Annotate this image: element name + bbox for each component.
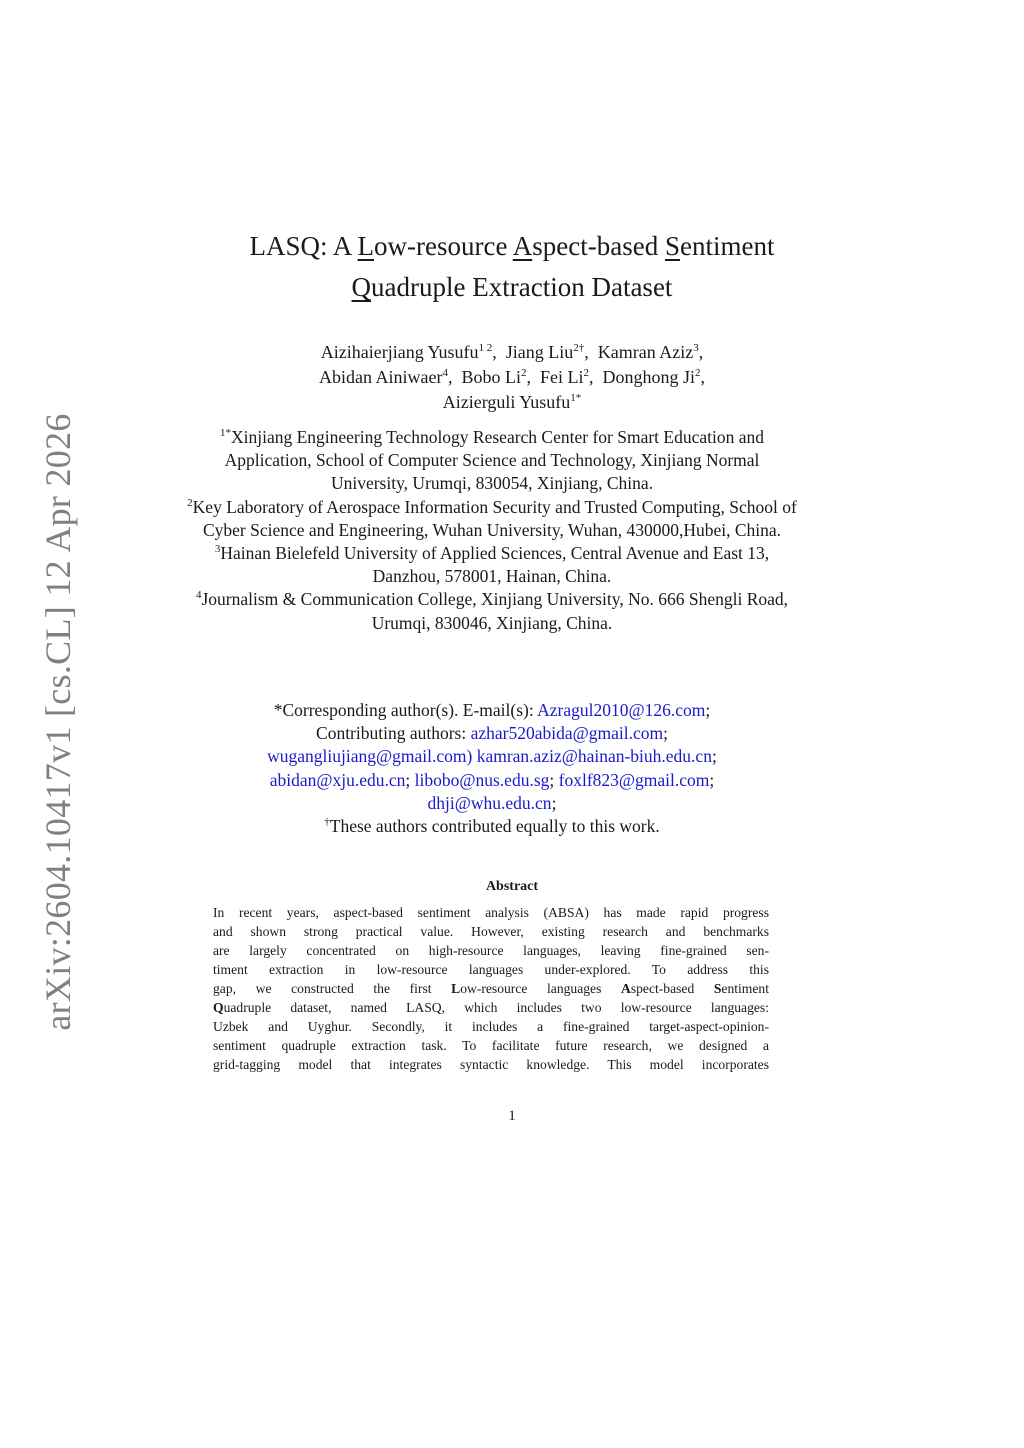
contributing-label: Contributing authors: [316, 723, 471, 744]
abstract-line: timent extraction in low-resource languages under-explored. To address this [213, 962, 769, 977]
abstract-line: gap, we constructed the first Low-resource languages Aspect-based Sentiment [213, 981, 769, 996]
email-link[interactable]: azhar520abida@gmail.com [470, 723, 664, 744]
email-link[interactable]: wugangliujiang@gmail.com) [267, 746, 473, 767]
abstract-line: grid-tagging model that integrates syntactic knowledge. This model incorporates [213, 1057, 769, 1072]
contact-info: *Corresponding author(s). E-mail(s): Azragul2010@126.com; Contributing authors: azhar520abida@gmail.com; wugangliujiang@gmail.com) kamran.aziz@hainan-biuh.edu.cn; abidan@xju.edu.cn; libobo@nus.edu.sg; foxlf823@gmail.com; dhji@whu.edu.cn; †These authors contributed equally to this work. [185, 699, 799, 838]
abstract-line: In recent years, aspect-based sentiment analysis (ABSA) has made rapid progress [213, 905, 769, 920]
abstract-line: and shown strong practical value. However, existing research and benchmarks [213, 924, 769, 939]
affiliation: $^{1*}$Xinjiang Engineering Technology Research Center for Smart Education and Application, School of Computer Science and Technology, Xinjiang Normal University, Urumqi, 830054, Xinjiang, China. [219, 427, 764, 494]
email-link[interactable]: dhji@whu.edu.cn [427, 792, 552, 813]
title-line-1: LASQ: A Low-resource Aspect-based Sentiment [249, 231, 775, 261]
email-link[interactable]: foxlf823@gmail.com [558, 769, 710, 790]
author-name: Kamran Aziz$^3$ [597, 342, 699, 362]
affiliation: $^4$Journalism & Communication College, Xinjiang University, No. 666 Shengli Road, Urumqi, 830046, Xinjiang, China. [195, 589, 789, 633]
author-name: Donghong Ji$^2$ [602, 367, 701, 387]
email-link[interactable]: libobo@nus.edu.sg [414, 769, 550, 790]
email-link[interactable]: Azragul2010@126.com [537, 700, 706, 720]
author-list: Aizihaierjiang Yusufu$^{1 2}$, Jiang Liu$^{2\dagger}$, Kamran Aziz$^3$, Abidan Ainiwaer$^4$, Bobo Li$^2$, Fei Li$^2$, Donghong Ji$^2$, Aizierguli Yusufu$^{1*}$ [319, 342, 705, 412]
paper-title [0, 226, 1024, 308]
author-name: Aizierguli Yusufu$^{1*}$ [442, 392, 582, 412]
author-name: Fei Li$^2$ [539, 367, 589, 387]
email-link[interactable]: abidan@xju.edu.cn [269, 769, 406, 790]
abstract-line: are largely concentrated on high-resource languages, leaving fine-grained sen- [213, 943, 769, 958]
affiliation: $^2$Key Laboratory of Aerospace Information Security and Trusted Computing, School of Cyber Science and Engineering, Wuhan University, Wuhan, 430000,Hubei, China. [187, 496, 797, 540]
author-name: Jiang Liu$^{2\dagger}$ [505, 342, 585, 362]
affiliations [185, 426, 799, 635]
page-number: 1 [508, 1108, 516, 1124]
equal-contribution-note: †These authors contributed equally to this work. [324, 816, 660, 837]
author-name: Bobo Li$^2$ [461, 367, 527, 387]
affiliation: $^3$Hainan Bielefeld University of Applied Sciences, Central Avenue and East 13, Danzhou, 578001, Hainan, China. [214, 543, 770, 587]
corresponding-label: *Corresponding author(s). E-mail(s): [273, 700, 538, 720]
author-name: Abidan Ainiwaer$^4$ [319, 367, 448, 387]
abstract-line: Uzbek and Uyghur. Secondly, it includes a fine-grained target-aspect-opinion- [213, 1019, 769, 1034]
title-line-2: Quadruple Extraction Dataset [351, 272, 673, 302]
abstract-body [213, 903, 769, 1074]
abstract-line: Quadruple dataset, named LASQ, which includes two low-resource languages: [213, 1000, 769, 1015]
abstract-heading: Abstract [485, 879, 539, 894]
email-link[interactable]: kamran.aziz@hainan-biuh.edu.cn [476, 746, 712, 767]
abstract-line: sentiment quadruple extraction task. To facilitate future research, we designed a [213, 1038, 769, 1053]
author-name: Aizihaierjiang Yusufu$^{1 2}$ [320, 342, 493, 362]
arxiv-identifier[interactable]: arXiv:2604.10417v1 [cs.CL] 12 Apr 2026 [38, 413, 78, 1031]
